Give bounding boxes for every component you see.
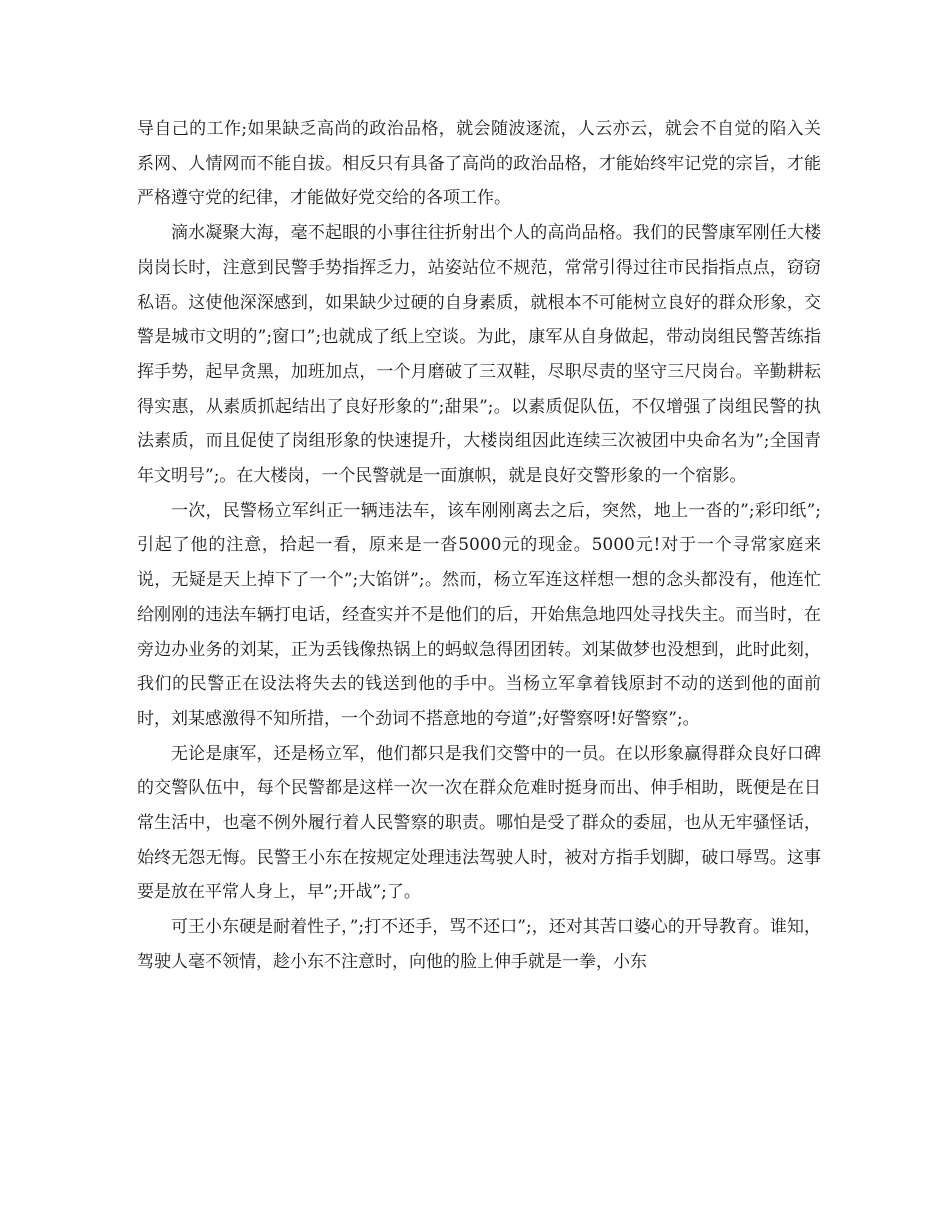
- paragraph-yanglijun: 一次，民警杨立军纠正一辆违法车，该车刚刚离去之后，突然，地上一沓的”;彩印纸”;引起了他的注意，拾起一看，原来是一沓5000元的现金。5000元!对于一个寻常家庭来说，无疑是天上掉下了一个”;大馅饼”;。然而，杨立军连这样想一想的念头都没有，他连忙给刚刚的违法车辆打电话，经查实并不是他们的后，开始焦急地四处寻找失主。而当时，在旁边办业务的刘某，正为丢钱像热锅上的蚂蚁急得团团转。刘某做梦也没想到，此时此刻，我们的民警正在设法将失去的钱送到他的手中。当杨立军拿着钱原封不动的送到他的面前时，刘某感激得不知所措，一个劲词不搭意地的夸道”;好警察呀!好警察”;。: [137, 500, 821, 729]
- paragraph-kangjun: 滴水凝聚大海，毫不起眼的小事往往折射出个人的高尚品格。我们的民警康军刚任大楼岗岗长时，注意到民警手势指挥乏力，站姿站位不规范，常常引得过往市民指指点点，窃窃私语。这使他深深感到，如果缺少过硬的自身素质，就根本不可能树立良好的群众形象，交警是城市文明的”;窗口”;也就成了纸上空谈。为此，康军从自身做起，带动岗组民警苦练指挥手势，起早贪黑，加班加点，一个月磨破了三双鞋，尽职尽责的坚守三尺岗台。辛勤耕耘得实惠，从素质抓起结出了良好形象的”;甜果”;。以素质促队伍，不仅增强了岗组民警的执法素质，而且促使了岗组形象的快速提升，大楼岗组因此连续三次被团中央命名为”;全国青年文明号”;。在大楼岗，一个民警就是一面旗帜，就是良好交警形象的一个宿影。: [137, 223, 821, 487]
- document-body: [137, 112, 821, 980]
- paragraph-wangxiaodong: 可王小东硬是耐着性子，”;打不还手，骂不还口”;，还对其苦口婆心的开导教育。谁知，驾驶人毫不领情，趁小东不注意时，向他的脸上伸手就是一拳，小东: [137, 917, 821, 972]
- paragraph-continuation: 导自己的工作;如果缺乏高尚的政治品格，就会随波逐流，人云亦云，就会不自觉的陷入关系网、人情网而不能自拔。相反只有具备了高尚的政治品格，才能始终牢记党的宗旨，才能严格遵守党的纪律，才能做好党交给的各项工作。: [137, 119, 821, 209]
- paragraph-team-duty: 无论是康军，还是杨立军，他们都只是我们交警中的一员。在以形象赢得群众良好口碑的交警队伍中，每个民警都是这样一次一次在群众危难时挺身而出、伸手相助，既便是在日常生活中，也毫不例外履行着人民警察的职责。哪怕是受了群众的委屈，也从无牢骚怪话，始终无怨无悔。民警王小东在按规定处理违法驾驶人时，被对方指手划脚，破口辱骂。这事要是放在平常人身上，早”;开战”;了。: [137, 743, 821, 903]
